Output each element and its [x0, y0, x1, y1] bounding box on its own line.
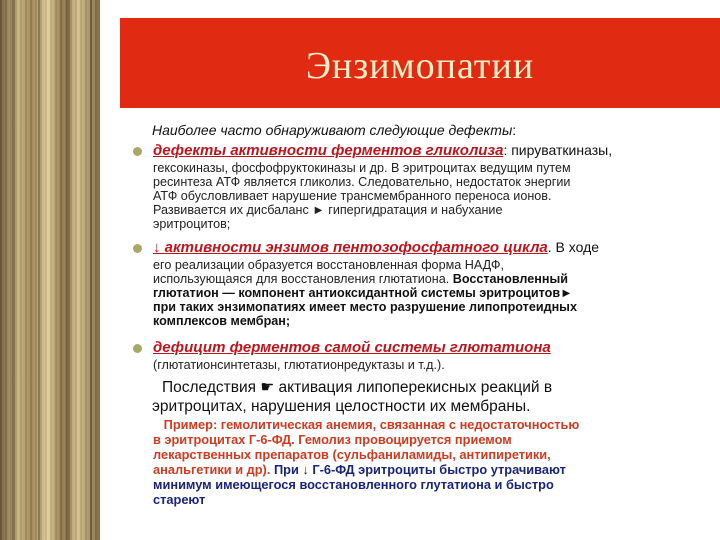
item-title: дефекты активности ферментов гликолиза	[153, 142, 504, 159]
bullet-icon	[133, 344, 142, 353]
border-stripe	[38, 0, 40, 540]
item-body	[153, 258, 713, 328]
bullet-icon	[133, 147, 142, 156]
item-line	[153, 272, 713, 286]
consequences-lead: Последствия	[162, 379, 257, 396]
consequences-text-2: эритроцитах, нарушения целостности их мембраны	[152, 398, 527, 415]
item-line: эритроцитов;	[153, 217, 231, 231]
item-line: комплексов мембран;	[153, 314, 291, 328]
border-stripe	[90, 0, 92, 540]
consequences-text-1: активация липоперекисных реакций в	[274, 379, 553, 396]
item-line: ресинтеза АТФ является гликолиз. Следовательно, недостаток энергии	[153, 175, 571, 189]
item-suffix: : пируваткиназы,	[503, 142, 613, 158]
item-line: Развивается их дисбаланс ► гипергидратация и набухание	[153, 203, 503, 217]
item-heading	[153, 339, 551, 356]
title-bar	[120, 18, 720, 108]
example-line: лекарственных препаратов (сульфаниламиды, антипиретики,	[153, 447, 551, 462]
item-heading	[153, 142, 612, 159]
item-line: (глютатионсинтетазы, глютатионредуктазы и т.д.).	[153, 358, 445, 372]
item-suffix: . В ходе	[547, 239, 600, 255]
example-line: минимум имеющегося восстановленного глутатиона и быстро	[153, 477, 554, 492]
item-line: глютатион — компонент антиоксидантной системы эритроцитов►	[153, 286, 573, 300]
consequences-text	[152, 378, 702, 416]
item-line: АТФ обусловливает нарушение трансмембранного переноса ионов.	[153, 189, 552, 203]
item-line-text: использующаяся для восстановления глютатиона.	[153, 272, 450, 286]
item-line: его реализации образуется восстановленная форма НАДФ,	[153, 258, 504, 272]
bullet-icon	[133, 244, 142, 253]
item-line: гексокиназы, фосфофруктокиназы и др. В эритроцитах ведущим путем	[153, 161, 571, 175]
intro-text	[152, 122, 516, 138]
example-line	[153, 462, 693, 477]
decorative-border	[0, 0, 100, 540]
consequences-line	[152, 397, 702, 416]
slide-title: Энзимопатии	[305, 45, 535, 87]
item-title: ↓ активности энзимов пентозофосфатного цикла	[153, 239, 548, 256]
example-block	[153, 417, 693, 507]
example-line: Пример: гемолитическая анемия, связанная с недостаточностью	[153, 417, 580, 432]
example-blue-text: При ↓ Г-6-ФД эритроциты быстро утрачивают	[270, 462, 566, 477]
border-stripe	[66, 0, 70, 540]
item-line-bold: Восстановленный	[452, 272, 568, 286]
consequences-period: .	[526, 398, 531, 415]
consequences-line	[162, 378, 702, 397]
item-body	[153, 358, 713, 372]
pointing-hand-icon: ☛	[260, 379, 275, 396]
border-stripe	[12, 0, 15, 540]
example-line: стареют	[153, 492, 206, 507]
item-line: при таких энзимопатиях имеет место разрушение липопротеидных	[153, 300, 577, 314]
item-body	[153, 161, 713, 231]
item-heading	[153, 239, 599, 256]
example-line: в эритроцитах Г-6-ФД. Гемолиз провоцируется приемом	[153, 432, 512, 447]
intro-colon: :	[512, 122, 517, 138]
item-title: дефицит ферментов самой системы глютатиона	[153, 339, 551, 356]
intro-label: Наиболее часто обнаруживают следующие дефекты	[152, 122, 513, 138]
example-red-text: анальгетики и др).	[153, 462, 271, 477]
